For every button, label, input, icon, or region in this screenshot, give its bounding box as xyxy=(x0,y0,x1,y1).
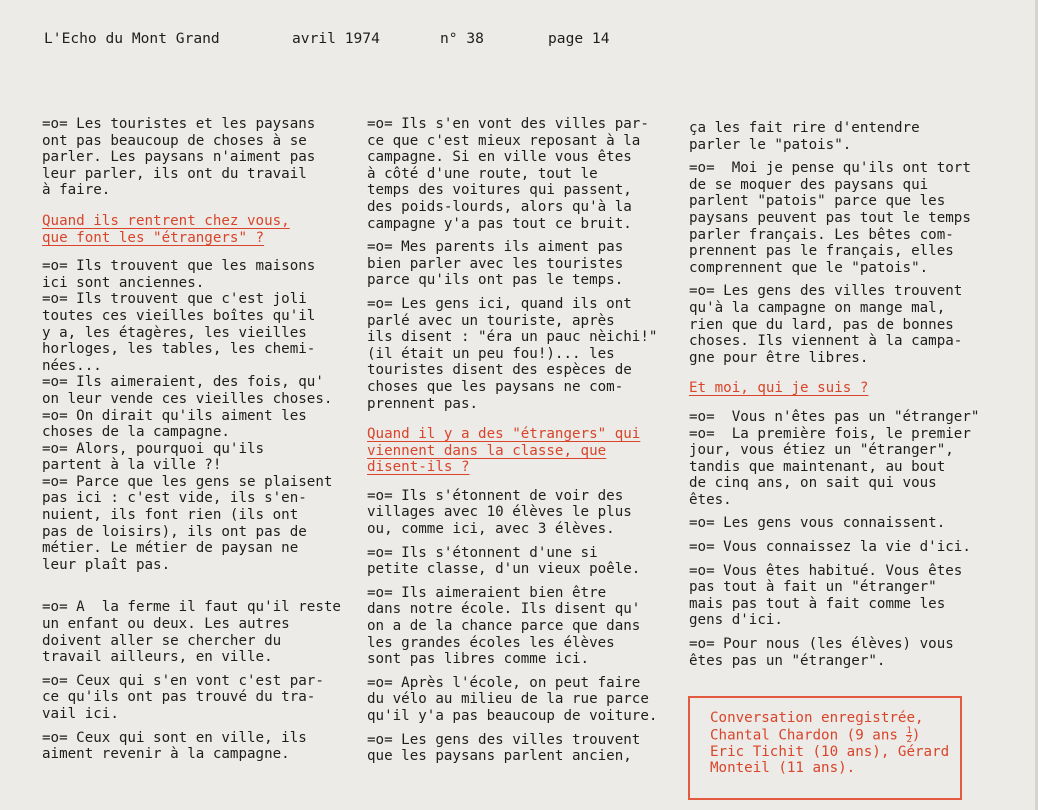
paragraph: =o= Mes parents ils aiment pas bien parler avec les touristes parce qu'ils ont pas le temps. xyxy=(367,239,624,289)
credit-box xyxy=(688,696,962,800)
column-2 xyxy=(367,116,667,772)
issue-date: avril 1974 xyxy=(292,30,380,47)
paragraph: =o= Ils aimeraient bien être dans notre école. Ils disent qu' on a de la chance parce que dans les grandes écoles les élèves sont pas libres comme ici. xyxy=(367,584,641,668)
paragraph: =o= Ils trouvent que les maisons ici sont anciennes. =o= Ils trouvent que c'est joli toutes ces vieilles boîtes qu'il y a, les étagères, les vieilles horloges, les tables, les chemi- nées... =o= Ils aimeraient, des fois, qu' on leur vende ces vieilles choses. =o= On dirait qu'ils aiment les choses de la campagne. =o= Alors, pourquoi qu'ils partent à la ville ?! =o= Parce que les gens se plaisent pas ici : c'est vide, ils s'en- nuient, ils font rien (ils ont pas de loisirs), ils ont pas de métier. Le métier de paysan ne leur plaît pas. xyxy=(42,258,333,573)
paragraph: ça les fait rire d'entendre parler le "patois". xyxy=(689,120,920,153)
credit-text xyxy=(710,710,949,777)
column-1 xyxy=(42,116,342,770)
paragraph: =o= Après l'école, on peut faire du vélo au milieu de la rue parce qu'il y'a pas beaucoup de voiture. xyxy=(367,674,658,724)
paragraph: =o= Vous n'êtes pas un "étranger" =o= La première fois, le premier jour, vous étiez un "étranger", tandis que maintenant, au bout de cinq ans, on sait qui vous êtes. xyxy=(689,408,980,508)
credit-line-1: Conversation enregistrée, xyxy=(710,710,924,726)
journal-title: L'Echo du Mont Grand xyxy=(44,30,220,47)
paragraph: =o= A la ferme il faut qu'il reste un enfant ou deux. Les autres doivent aller se chercher du travail ailleurs, en ville. xyxy=(42,599,341,666)
issue-number: n° 38 xyxy=(440,30,484,47)
question-heading: Quand il y a des "étrangers" qui viennent dans la classe, que disent-ils ? xyxy=(367,426,641,476)
page-header xyxy=(0,30,1038,52)
paragraph: =o= Ils s'étonnent d'une si petite classe, d'un vieux poêle. xyxy=(367,544,641,578)
paragraph: =o= Les gens vous connaissent. xyxy=(689,515,946,532)
paragraph: =o= Ils s'étonnent de voir des villages avec 10 élèves le plus ou, comme ici, avec 3 élèves. xyxy=(367,487,632,538)
paragraph: =o= Les gens des villes trouvent qu'à la campagne on mange mal, rien que du lard, pas de bonnes choses. Ils viennent à la campa- gne pour être libres. xyxy=(689,283,963,366)
column-3 xyxy=(689,120,989,676)
paragraph: =o= Ceux qui s'en vont c'est par- ce qu'ils ont pas trouvé du tra- vail ici. xyxy=(42,672,324,722)
question-heading: Et moi, qui je suis ? xyxy=(689,380,869,397)
paragraph: =o= Ceux qui sont en ville, ils aiment revenir à la campagne. xyxy=(42,729,307,763)
credit-line-3: Eric Tichit (10 ans), Gérard xyxy=(710,743,950,760)
credit-line-4: Monteil (11 ans). xyxy=(710,760,856,777)
paragraph: =o= Les gens ici, quand ils ont parlé avec un touriste, après ils disent : "éra un pauc nèichi!" (il était un peu fou!)... les touristes disent des espèces de choses que les paysans ne com- prennent pas. xyxy=(367,295,658,412)
half-fraction: $\frac{1}{2}$ xyxy=(906,725,912,745)
paragraph: =o= Ils s'en vont des villes par- ce que c'est mieux reposant à la campagne. Si en ville vous êtes à côté d'une route, tout le temps des voitures qui passent, des poids-lourds, alors qu'à la campagne y'a pas tout ce bruit. xyxy=(367,116,649,232)
credit-line-2a: Chantal Chardon (9 ans xyxy=(710,727,907,744)
page-number: page 14 xyxy=(548,30,610,47)
paragraph: =o= Vous connaissez la vie d'ici. xyxy=(689,539,971,556)
paragraph: =o= Moi je pense qu'ils ont tort de se moquer des paysans qui parlent "patois" parce que les paysans peuvent pas tout le temps parler français. Les bêtes com- prennent pas le français, elles comprennent que le "patois". xyxy=(689,160,971,276)
paragraph: =o= Vous êtes habitué. Vous êtes pas tout à fait un "étranger" mais pas tout à fait comme les gens d'ici. xyxy=(689,562,963,629)
paragraph: =o= Pour nous (les élèves) vous êtes pas un "étranger". xyxy=(689,636,954,669)
paragraph: =o= Les gens des villes trouvent que les paysans parlent ancien, xyxy=(367,731,641,765)
question-heading: Quand ils rentrent chez vous, que font les "étrangers" ? xyxy=(42,212,290,246)
credit-line-2b: ) xyxy=(911,727,921,744)
paragraph: =o= Les touristes et les paysans ont pas beaucoup de choses à se parler. Les paysans n'aiment pas leur parler, ils ont du travail à faire. xyxy=(42,116,316,199)
